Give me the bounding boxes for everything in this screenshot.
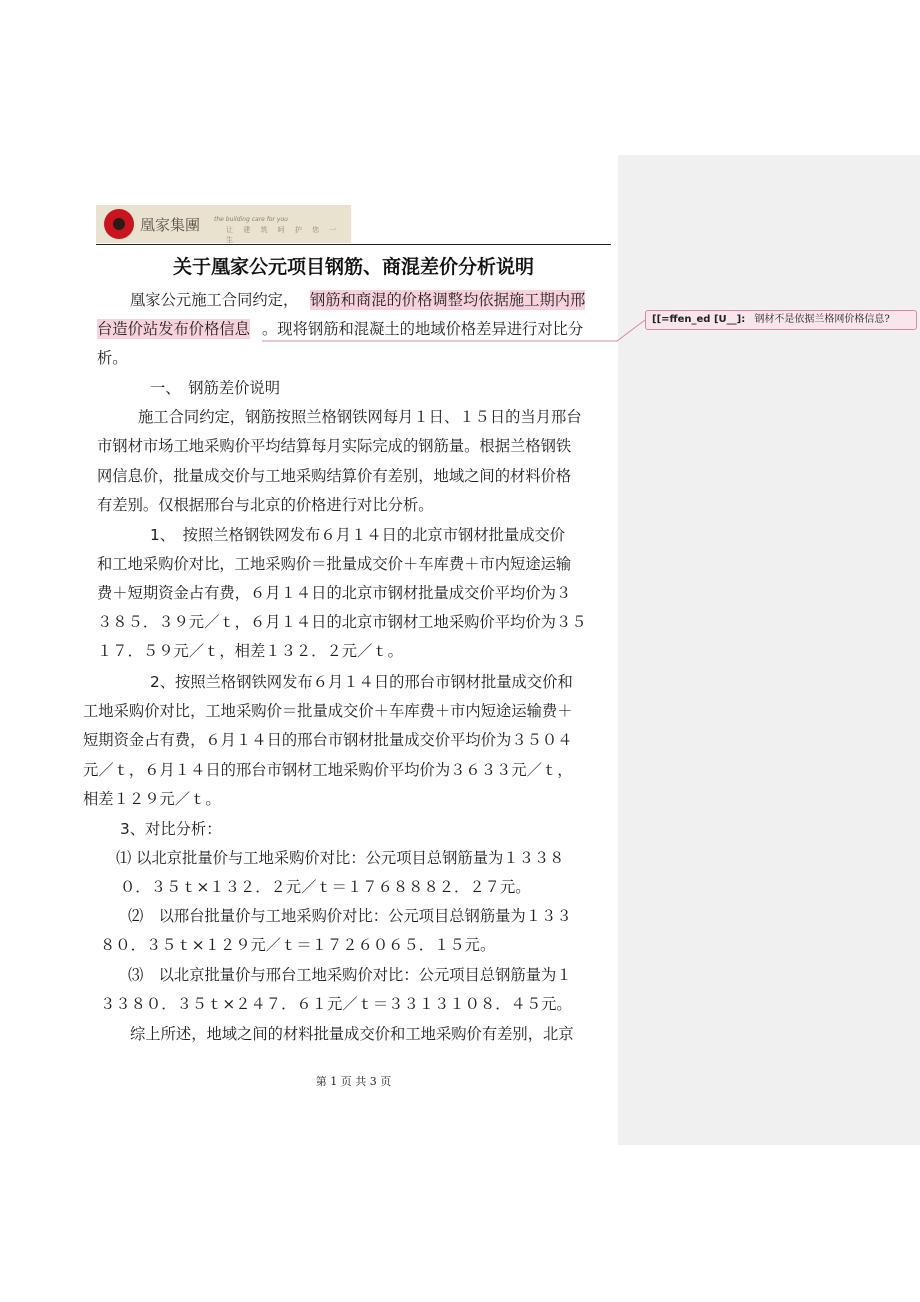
paragraph-line: 相差１２９元／ｔ。 bbox=[83, 790, 221, 808]
paragraph-line: 凰家公元施工合同约定， bbox=[130, 291, 299, 309]
paragraph-line: 短期资金占有费，６月１４日的邢台市钢材批量成交价平均价为３５０４ bbox=[83, 731, 573, 749]
paragraph-line: 1、 按照兰格钢铁网发布６月１４日的北京市钢材批量成交价 bbox=[150, 526, 566, 544]
paragraph-line: ３８５．３９元／ｔ，６月１４日的北京市钢材工地采购价平均价为３５ bbox=[97, 613, 587, 631]
company-logo bbox=[96, 205, 351, 243]
comment-margin-pane bbox=[618, 155, 920, 1145]
paragraph-line: ⑴ 以北京批量价与工地采购价对比：公元项目总钢筋量为１３３８ bbox=[116, 849, 565, 867]
paragraph-line: 。现将钢筋和混凝土的地域价格差异进行对比分 bbox=[262, 320, 584, 338]
paragraph-line: 综上所述，地域之间的材料批量成交价和工地采购价有差别，北京 bbox=[130, 1025, 574, 1043]
paragraph-line: 3、对比分析： bbox=[120, 820, 222, 838]
paragraph-line: 费＋短期资金占有费，６月１４日的北京市钢材批量成交价平均价为３ bbox=[97, 584, 572, 602]
paragraph-line: 析。 bbox=[97, 349, 128, 367]
paragraph-line: １７．５９元／ｔ，相差１３２．２元／ｔ。 bbox=[97, 642, 403, 660]
comment-connector bbox=[262, 318, 650, 344]
logo-tagline-cn: 让 建 筑 呵 护 您 一 生 bbox=[226, 226, 341, 244]
comment-author: [[=ffen_ed [U__]: bbox=[652, 314, 746, 325]
paragraph-line: 和工地采购价对比，工地采购价＝批量成交价＋车库费＋市内短途运输 bbox=[97, 555, 572, 573]
header-rule bbox=[96, 244, 611, 245]
paragraph-line: 有差别。仅根据邢台与北京的价格进行对比分析。 bbox=[97, 496, 434, 514]
highlighted-text[interactable]: 钢筋和商混的价格调整均依据施工期内邢 bbox=[310, 291, 586, 309]
paragraph-line: ８０．３５ｔ×１２９元／ｔ＝１７２６０６５．１５元。 bbox=[100, 936, 496, 954]
paragraph-line: ⑵ 以邢台批量价与工地采购价对比：公元项目总钢筋量为１３３ bbox=[128, 907, 572, 925]
review-comment[interactable] bbox=[645, 310, 917, 330]
paragraph-line: 市钢材市场工地采购价平均结算每月实际完成的钢筋量。根据兰格钢铁 bbox=[97, 437, 572, 455]
document-title: 关于凰家公元项目钢筋、商混差价分析说明 bbox=[172, 256, 534, 278]
highlighted-text[interactable]: 台造价站发布价格信息 bbox=[97, 320, 250, 338]
section-heading: 一、 钢筋差价说明 bbox=[150, 379, 281, 397]
paragraph-line: 施工合同约定，钢筋按照兰格钢铁网每月１日、１５日的当月邢台 bbox=[138, 408, 582, 426]
logo-tagline-en: the building care for you bbox=[214, 216, 288, 223]
logo-emblem-icon bbox=[104, 209, 134, 239]
paragraph-line: 工地采购价对比，工地采购价＝批量成交价＋车库费＋市内短途运输费＋ bbox=[83, 702, 573, 720]
paragraph-line: 2、按照兰格钢铁网发布６月１４日的邢台市钢材批量成交价和 bbox=[150, 673, 573, 691]
comment-text: 钢材不是依据兰格网价格信息? bbox=[754, 314, 890, 325]
paragraph-line: ⑶ 以北京批量价与邢台工地采购价对比：公元项目总钢筋量为１ bbox=[128, 966, 572, 984]
logo-name: 凰家集團 bbox=[140, 216, 201, 234]
paragraph-line: ０．３５ｔ×１３２．２元／ｔ＝１７６８８８２．２７元。 bbox=[120, 878, 531, 896]
paragraph-line: 网信息价，批量成交价与工地采购结算价有差别，地域之间的材料价格 bbox=[97, 467, 572, 485]
paragraph-line: 元／ｔ，６月１４日的邢台市钢材工地采购价平均价为３６３３元／ｔ， bbox=[83, 761, 573, 779]
page-footer: 第 1 页 共 3 页 bbox=[315, 1075, 392, 1088]
paragraph-line: ３３８０．３５ｔ×２４７．６１元／ｔ＝３３１３１０８．４５元。 bbox=[100, 995, 572, 1013]
